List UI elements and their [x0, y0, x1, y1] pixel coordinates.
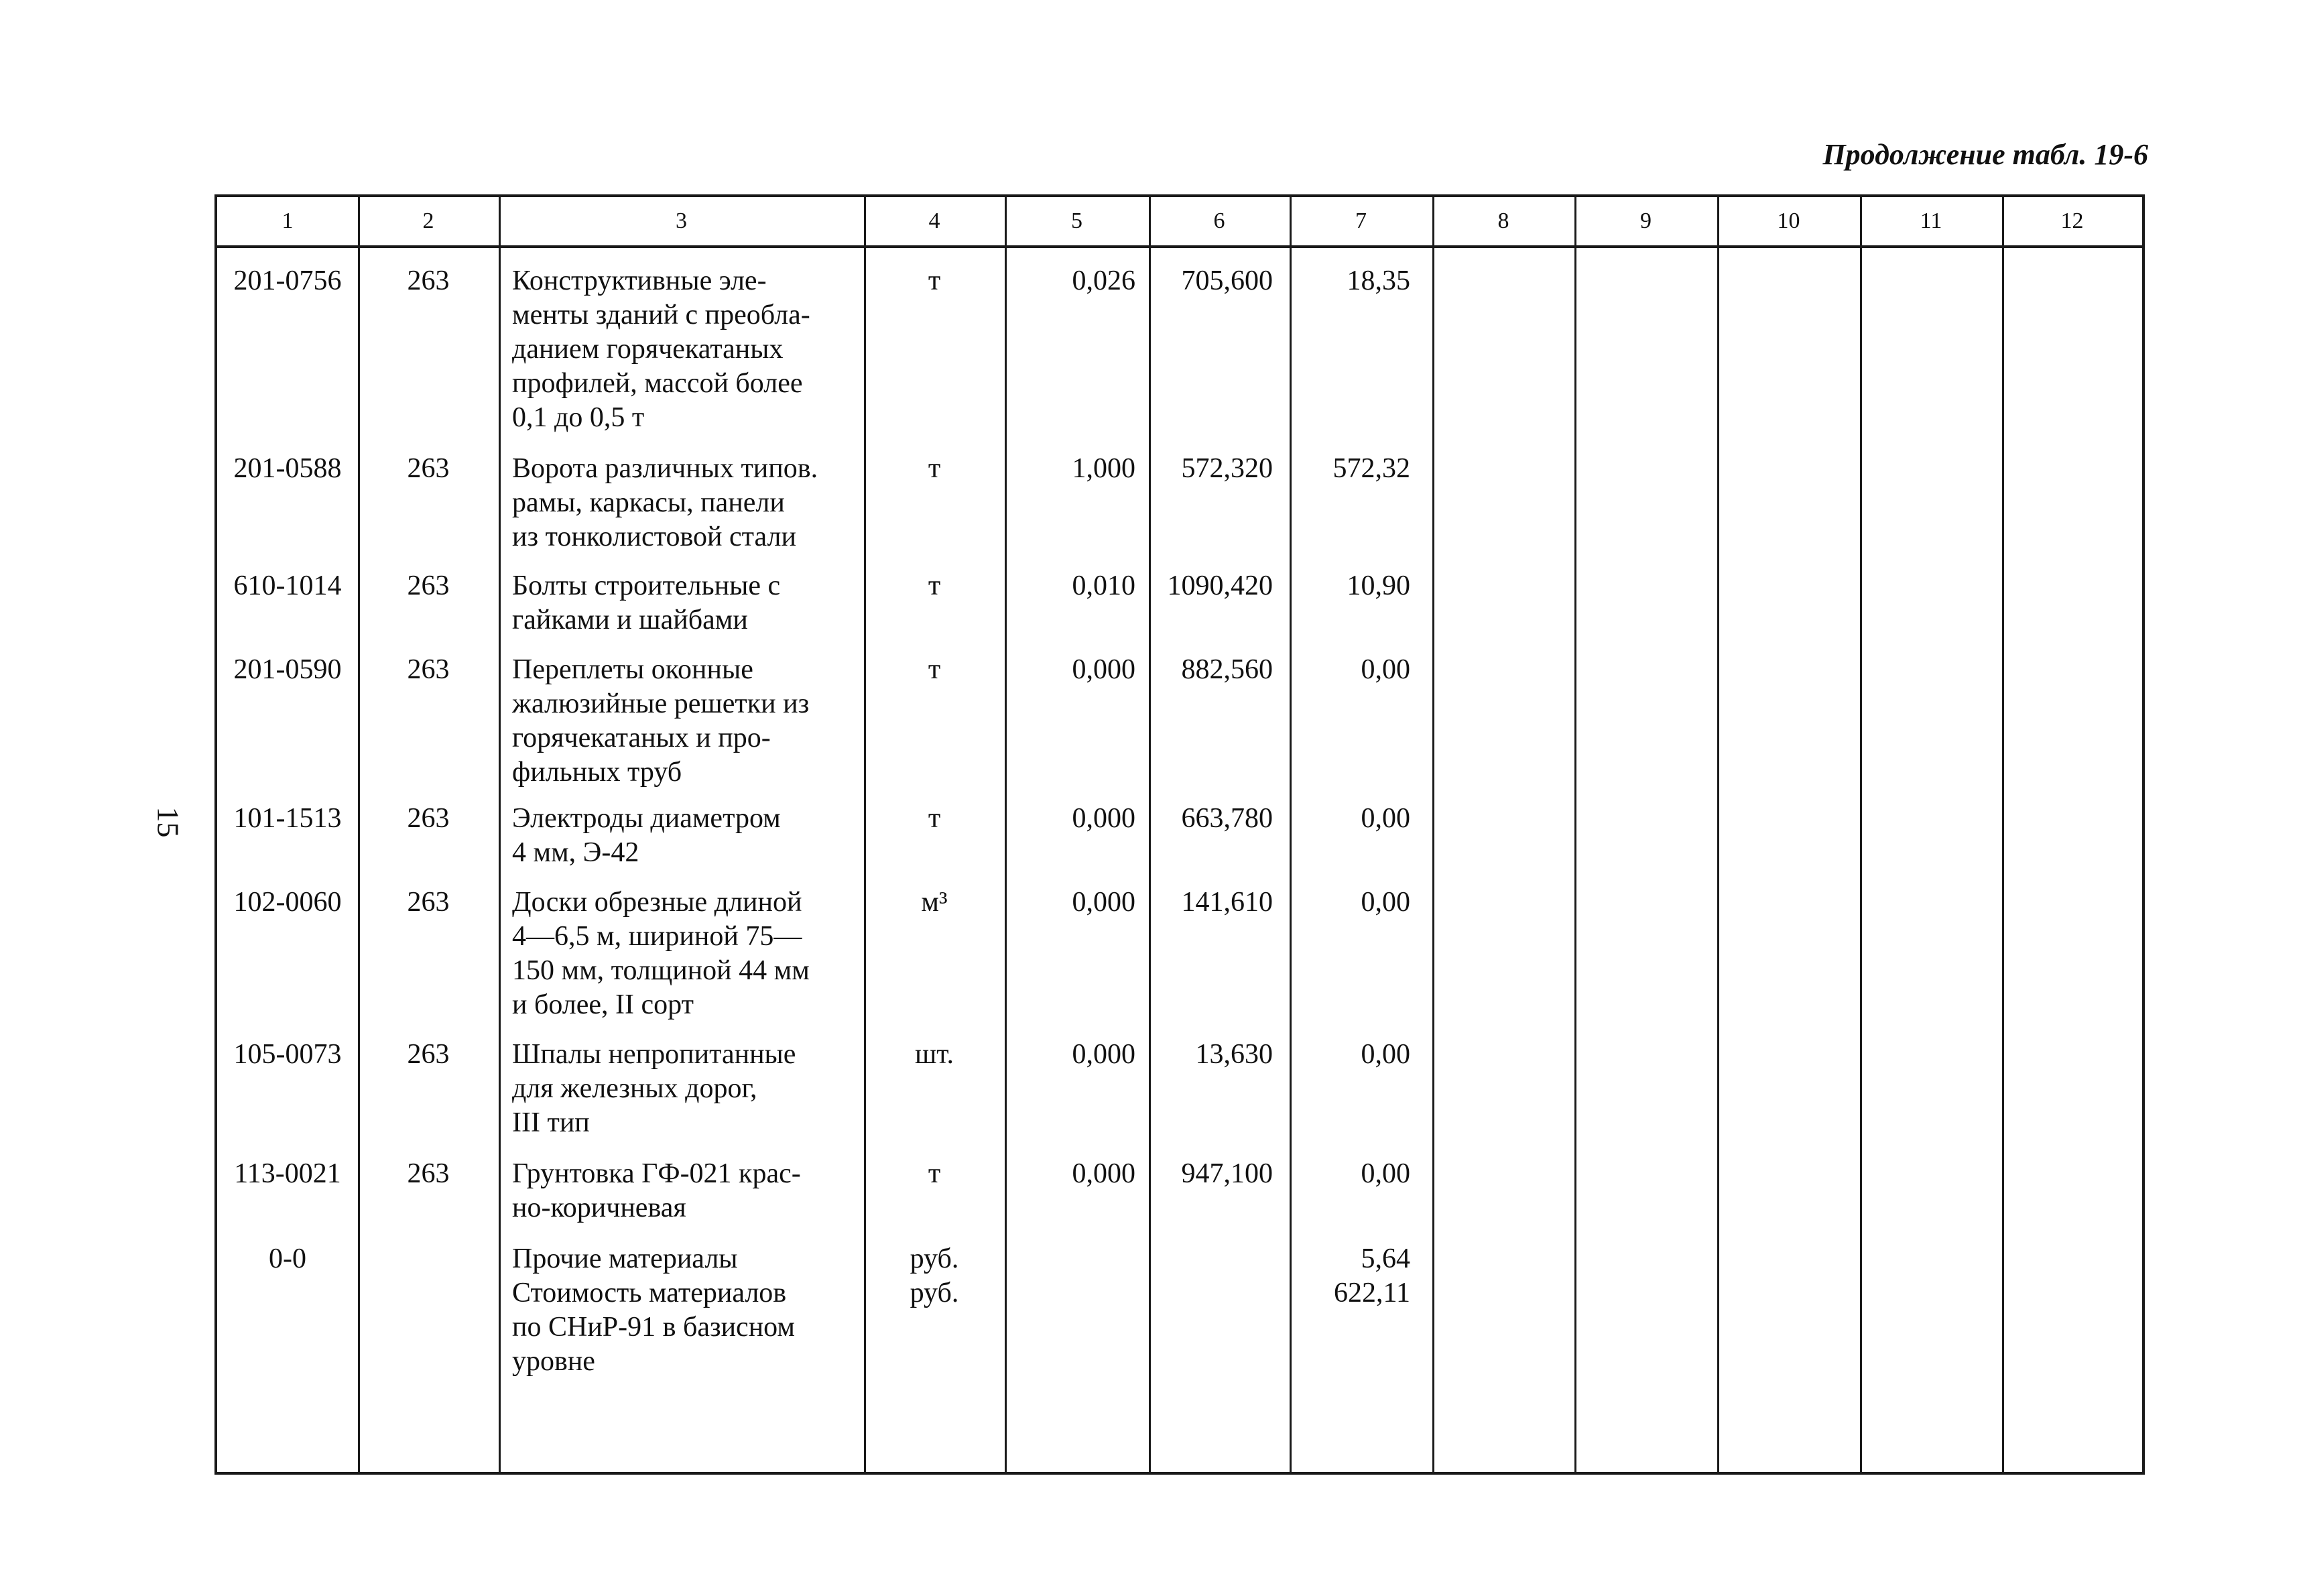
- material-name-line: III тип: [512, 1107, 590, 1138]
- unit-price: 13,630: [1195, 1039, 1273, 1070]
- column-header: 11: [1920, 208, 1942, 233]
- unit-of-measure-line: т: [928, 654, 941, 685]
- section-number: 263: [407, 453, 450, 484]
- total-cost-line: 622,11: [1334, 1278, 1410, 1308]
- unit-of-measure-line: руб.: [910, 1243, 959, 1274]
- unit-of-measure-line: т: [928, 265, 941, 296]
- total-cost: [1290, 569, 1410, 603]
- material-name-line: Грунтовка ГФ-021 крас-: [512, 1158, 801, 1189]
- material-name-line: по СНиР-91 в базисном: [512, 1312, 795, 1343]
- total-cost: [1290, 802, 1410, 836]
- quantity: 0,000: [1072, 1039, 1135, 1070]
- total-cost-line: 0,00: [1361, 654, 1410, 685]
- material-name-line: гайками и шайбами: [512, 605, 748, 635]
- quantity: 0,010: [1072, 570, 1135, 601]
- section-number: 263: [407, 1039, 450, 1070]
- section-number: 263: [407, 803, 450, 834]
- column-header: 9: [1640, 208, 1652, 233]
- material-name-line: 150 мм, толщиной 44 мм: [512, 955, 810, 986]
- total-cost-line: 0,00: [1361, 887, 1410, 918]
- unit-price: 572,320: [1181, 453, 1273, 484]
- total-cost: [1290, 885, 1410, 920]
- unit-price: 947,100: [1181, 1158, 1273, 1189]
- material-code: 101-1513: [233, 803, 342, 834]
- material-code: 105-0073: [233, 1039, 342, 1070]
- column-header: 10: [1777, 208, 1800, 233]
- unit-of-measure-line: руб.: [910, 1278, 959, 1308]
- unit-of-measure-line: м³: [921, 887, 948, 918]
- material-name-line: Стоимость материалов: [512, 1278, 787, 1308]
- material-name-line: Переплеты оконные: [512, 654, 753, 685]
- quantity: 1,000: [1072, 453, 1135, 484]
- section-number: 263: [407, 654, 450, 685]
- material-name: [512, 1242, 861, 1379]
- material-name-line: данием горячекатаных: [512, 334, 784, 365]
- quantity: 0,000: [1072, 803, 1135, 834]
- column-divider: [2002, 197, 2004, 1472]
- section-number: 263: [407, 570, 450, 601]
- material-name-line: Ворота различных типов.: [512, 453, 818, 484]
- total-cost-line: 18,35: [1347, 265, 1410, 296]
- material-code: 113-0021: [234, 1158, 341, 1189]
- material-name: [512, 653, 861, 790]
- material-name-line: жалюзийные решетки из: [512, 688, 810, 719]
- quantity: 0,000: [1072, 1158, 1135, 1189]
- unit-of-measure: [867, 1242, 1001, 1310]
- section-number: 263: [407, 887, 450, 918]
- column-header: 4: [928, 208, 940, 233]
- total-cost-line: 0,00: [1361, 803, 1410, 834]
- unit-of-measure: [867, 264, 1001, 298]
- total-cost-line: 10,90: [1347, 570, 1410, 601]
- unit-of-measure: [867, 1157, 1001, 1191]
- material-name: [512, 802, 861, 870]
- section-number: 263: [407, 265, 450, 296]
- total-cost: [1290, 1157, 1410, 1191]
- unit-of-measure-line: т: [928, 570, 941, 601]
- unit-price: 663,780: [1181, 803, 1273, 834]
- unit-of-measure-line: т: [928, 453, 941, 484]
- unit-of-measure: [867, 452, 1001, 486]
- column-header: 1: [282, 208, 294, 233]
- unit-of-measure: [867, 885, 1001, 920]
- table-caption: Продолжение табл. 19-6: [1822, 138, 2148, 171]
- quantity: 0,000: [1072, 654, 1135, 685]
- quantity: 0,000: [1072, 887, 1135, 918]
- material-name: [512, 452, 861, 554]
- unit-price: 705,600: [1181, 265, 1273, 296]
- total-cost-line: 0,00: [1361, 1158, 1410, 1189]
- page-number: 15: [151, 806, 186, 838]
- material-name-line: менты зданий с преобла-: [512, 300, 810, 330]
- column-divider: [499, 197, 501, 1472]
- column-header: 5: [1071, 208, 1082, 233]
- unit-of-measure-line: т: [928, 803, 941, 834]
- total-cost-line: 5,64: [1361, 1243, 1410, 1274]
- unit-price: 882,560: [1181, 654, 1273, 685]
- material-code: 201-0588: [233, 453, 342, 484]
- total-cost: [1290, 1242, 1410, 1310]
- material-name: [512, 1038, 861, 1140]
- material-code: 0-0: [269, 1243, 306, 1274]
- material-name-line: фильных труб: [512, 757, 682, 788]
- material-name-line: уровне: [512, 1346, 595, 1377]
- material-name-line: 4—6,5 м, шириной 75—: [512, 921, 802, 952]
- column-divider: [1005, 197, 1007, 1472]
- column-divider: [1717, 197, 1719, 1472]
- material-name-line: Доски обрезные длиной: [512, 887, 802, 918]
- material-code: 102-0060: [233, 887, 342, 918]
- material-name: [512, 1157, 861, 1225]
- column-header: 12: [2060, 208, 2084, 233]
- column-header: 2: [422, 208, 434, 233]
- unit-of-measure-line: т: [928, 1158, 941, 1189]
- unit-price: 1090,420: [1167, 570, 1273, 601]
- total-cost: [1290, 1038, 1410, 1072]
- column-divider: [1574, 197, 1576, 1472]
- material-name-line: но-коричневая: [512, 1192, 686, 1223]
- material-code: 610-1014: [233, 570, 342, 601]
- column-header: 8: [1497, 208, 1509, 233]
- material-name-line: для железных дорог,: [512, 1073, 757, 1104]
- material-name-line: из тонколистовой стали: [512, 521, 796, 552]
- material-name-line: Электроды диаметром: [512, 803, 781, 834]
- column-header: 6: [1213, 208, 1225, 233]
- material-name-line: 4 мм, Э-42: [512, 837, 639, 868]
- column-divider: [864, 197, 866, 1472]
- unit-of-measure: [867, 802, 1001, 836]
- material-name-line: Шпалы непропитанные: [512, 1039, 796, 1070]
- material-name-line: и более, II сорт: [512, 989, 694, 1020]
- header-divider: [217, 245, 2142, 248]
- unit-of-measure: [867, 653, 1001, 687]
- material-name-line: 0,1 до 0,5 т: [512, 402, 645, 433]
- material-code: 201-0590: [233, 654, 342, 685]
- unit-of-measure-line: шт.: [914, 1039, 954, 1070]
- column-divider: [1860, 197, 1862, 1472]
- total-cost: [1290, 452, 1410, 486]
- column-header: 7: [1355, 208, 1367, 233]
- unit-of-measure: [867, 569, 1001, 603]
- unit-price: 141,610: [1181, 887, 1273, 918]
- material-name: [512, 264, 861, 435]
- total-cost: [1290, 653, 1410, 687]
- total-cost: [1290, 264, 1410, 298]
- material-code: 201-0756: [233, 265, 342, 296]
- total-cost-line: 0,00: [1361, 1039, 1410, 1070]
- material-name-line: профилей, массой более: [512, 368, 803, 399]
- material-name: [512, 569, 861, 637]
- material-name-line: Прочие материалы: [512, 1243, 738, 1274]
- unit-of-measure: [867, 1038, 1001, 1072]
- material-name-line: Конструктивные эле-: [512, 265, 767, 296]
- material-name-line: горячекатаных и про-: [512, 723, 771, 753]
- materials-table: [214, 194, 2145, 1475]
- section-number: 263: [407, 1158, 450, 1189]
- material-name: [512, 885, 861, 1022]
- quantity: 0,026: [1072, 265, 1135, 296]
- total-cost-line: 572,32: [1332, 453, 1410, 484]
- column-divider: [1432, 197, 1434, 1472]
- material-name-line: рамы, каркасы, панели: [512, 487, 785, 518]
- column-header: 3: [676, 208, 687, 233]
- material-name-line: Болты строительные с: [512, 570, 781, 601]
